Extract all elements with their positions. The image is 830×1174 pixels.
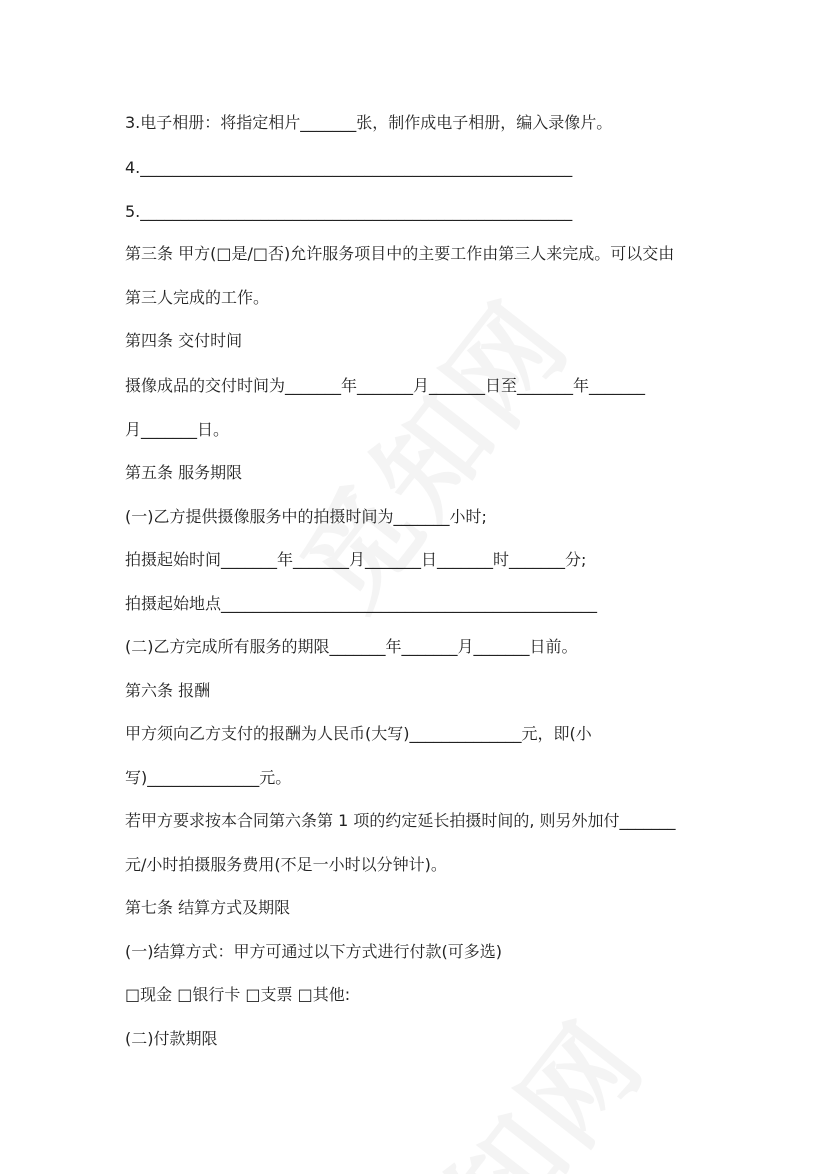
text-line-delivery-time: 摄像成品的交付时间为_______年_______月_______日至_______年_______ bbox=[125, 376, 646, 395]
text-line-shoot-hours: (一)乙方提供摄像服务中的拍摄时间为_______小时; bbox=[125, 507, 487, 526]
text-line-shoot-start-time: 拍摄起始时间_______年_______月_______日_______时_______分; bbox=[125, 550, 587, 569]
section-heading-article7: 第七条 结算方式及期限 bbox=[125, 898, 291, 917]
text-line-remuneration: 甲方须向乙方支付的报酬为人民币(大写)______________元，即(小 bbox=[125, 724, 592, 743]
text-line-overtime: 若甲方要求按本合同第六条第 1 项的约定延长拍摄时间的, 则另外加付_______ bbox=[125, 811, 676, 830]
text-line-item4: 4.______________________________________________________ bbox=[125, 158, 573, 177]
section-heading-article6: 第六条 报酬 bbox=[125, 681, 211, 700]
text-line-shoot-location: 拍摄起始地点_______________________________________________ bbox=[125, 594, 598, 613]
text-line-article3-cont: 第三人完成的工作。 bbox=[125, 288, 270, 307]
text-line-overtime-cont: 元/小时拍摄服务费用(不足一小时以分钟计)。 bbox=[125, 855, 447, 874]
text-line-payment-options: □现金 □银行卡 □支票 □其他: bbox=[125, 985, 351, 1004]
text-line-service-deadline: (二)乙方完成所有服务的期限_______年_______月_______日前。 bbox=[125, 637, 578, 656]
watermark bbox=[335, 983, 674, 1174]
watermark bbox=[260, 263, 599, 635]
text-line-remuneration-cont: 写)______________元。 bbox=[125, 768, 292, 787]
text-line-payment-method: (一)结算方式：甲方可通过以下方式进行付款(可多选) bbox=[125, 942, 502, 961]
text-line-delivery-time-cont: 月_______日。 bbox=[125, 420, 230, 439]
section-heading-article5: 第五条 服务期限 bbox=[125, 463, 243, 482]
text-line-item5: 5.______________________________________________________ bbox=[125, 202, 573, 221]
section-heading-article4: 第四条 交付时间 bbox=[125, 331, 243, 350]
text-line-article3: 第三条 甲方(□是/□否)允许服务项目中的主要工作由第三人来完成。可以交由 bbox=[125, 244, 675, 263]
text-line-payment-deadline: (二)付款期限 bbox=[125, 1029, 218, 1048]
text-line-item3: 3.电子相册：将指定相片_______张，制作成电子相册，编入录像片。 bbox=[125, 113, 613, 132]
